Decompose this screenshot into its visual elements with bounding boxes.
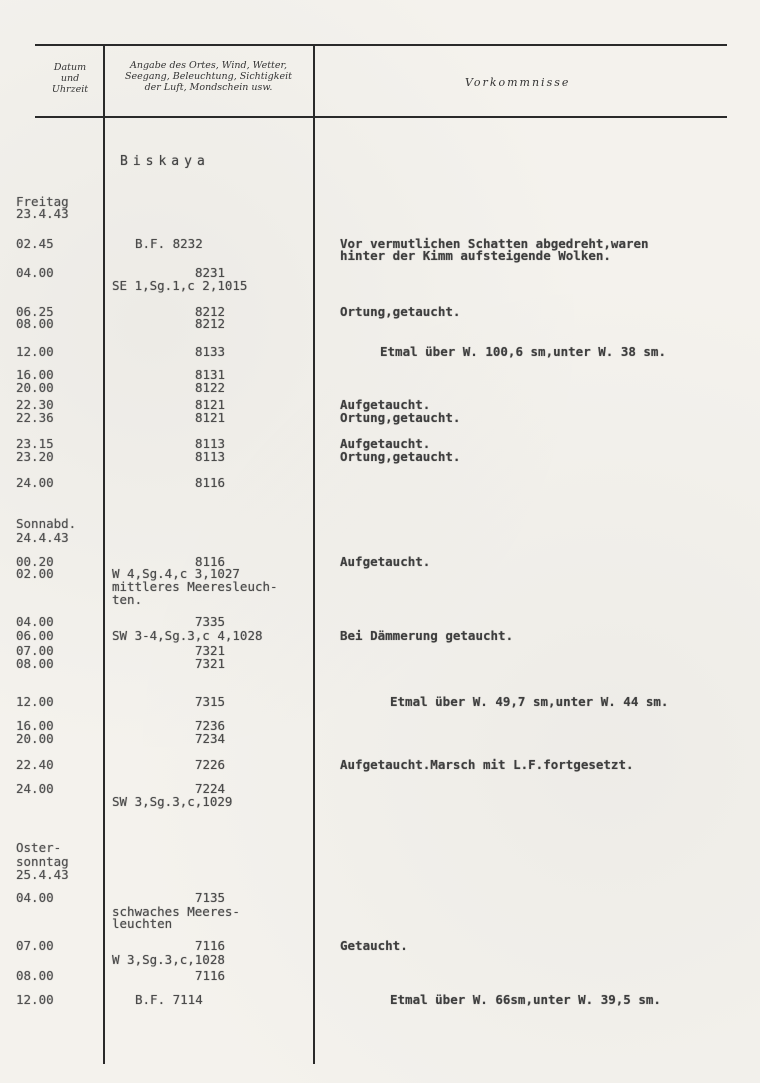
entry-event: Aufgetaucht. [340,554,431,569]
entry-position-weather: 7236 [194,718,226,733]
entry-time: 06.25 [16,304,54,319]
entry-position-weather: 7116 [194,968,226,983]
entry-position-weather: 7224 [194,781,226,796]
entry-time: 02.45 [16,236,54,251]
entry-time: 04.00 [16,890,54,905]
day-date: 23.4.43 [16,206,69,221]
entry-event: hinter der Kimm aufsteigende Wolken. [340,248,611,263]
entry-position-weather: 8121 [194,397,226,412]
entry-time: 08.00 [16,656,54,671]
entry-position-weather: 8122 [194,380,226,395]
entry-time: 22.30 [16,397,54,412]
entry-time: 04.00 [16,614,54,629]
entry-time: 23.15 [16,436,54,451]
entry-event: Bei Dämmerung getaucht. [340,628,514,643]
entry-position-weather: 7321 [194,656,226,671]
entry-time: 16.00 [16,718,54,733]
entry-time: 06.00 [16,628,54,643]
entry-event: Etmal über W. 49,7 sm,unter W. 44 sm. [390,694,669,709]
entry-position-weather: mittleres Meeresleuch- [112,579,278,594]
entry-time: 08.00 [16,316,54,331]
entry-time: 00.20 [16,554,54,569]
day-label: Oster- [16,840,62,855]
entry-time: 12.00 [16,992,54,1007]
entry-position-weather: SW 3-4,Sg.3,c 4,1028 [112,628,263,643]
header-top-rule [35,44,727,46]
entry-event: Aufgetaucht. [340,397,431,412]
entry-time: 07.00 [16,643,54,658]
day-label: Freitag [16,194,69,209]
entry-time: 24.00 [16,781,54,796]
entry-time: 12.00 [16,344,54,359]
entry-event: Etmal über W. 66sm,unter W. 39,5 sm. [390,992,661,1007]
entry-time: 22.40 [16,757,54,772]
entry-position-weather: SE 1,Sg.1,c 2,1015 [112,278,248,293]
entry-position-weather: 8121 [194,410,226,425]
day-date: 24.4.43 [16,530,69,545]
entry-time: 12.00 [16,694,54,709]
entry-position-weather: B.F. 7114 [135,992,203,1007]
entry-event: Ortung,getaucht. [340,304,461,319]
header-location-weather: Angabe des Ortes, Wind, Wetter, Seegang, Beleuchtung, Sichtigkeit der Luft, Mondschein usw. [125,60,292,93]
column-divider-1 [103,44,105,1064]
entry-event: Ortung,getaucht. [340,410,461,425]
entry-event: Etmal über W. 100,6 sm,unter W. 38 sm. [380,344,666,359]
entry-event: Aufgetaucht. [340,436,431,451]
entry-time: 22.36 [16,410,54,425]
entry-position-weather: 7335 [194,614,226,629]
entry-time: 24.00 [16,475,54,490]
entry-position-weather: 8212 [194,304,226,319]
entry-position-weather: 8212 [194,316,226,331]
entry-position-weather: W 3,Sg.3,c,1028 [112,952,225,967]
entry-position-weather: 8231 [194,265,226,280]
entry-position-weather: W 4,Sg.4,c 3,1027 [112,566,240,581]
entry-position-weather: leuchten [112,916,173,931]
entry-position-weather: 8113 [194,436,226,451]
place-name: Biskaya [120,154,210,169]
entry-time: 20.00 [16,731,54,746]
day-date: 25.4.43 [16,867,69,882]
column-divider-2 [313,44,315,1064]
entry-time: 04.00 [16,265,54,280]
entry-event: Getaucht. [340,938,408,953]
day-label: Sonnabd. [16,516,77,531]
entry-position-weather: 8116 [194,554,226,569]
entry-position-weather: ten. [112,592,143,607]
entry-time: 20.00 [16,380,54,395]
entry-position-weather: 7116 [194,938,226,953]
entry-time: 23.20 [16,449,54,464]
header-date-time: Datum und Uhrzeit [51,62,89,95]
entry-position-weather: 8113 [194,449,226,464]
entry-position-weather: 8116 [194,475,226,490]
entry-position-weather: 8131 [194,367,226,382]
entry-time: 16.00 [16,367,54,382]
entry-position-weather: schwaches Meeres- [112,904,240,919]
entry-position-weather: 7234 [194,731,226,746]
entry-position-weather: 7226 [194,757,226,772]
entry-time: 02.00 [16,566,54,581]
entry-position-weather: B.F. 8232 [135,236,203,251]
entry-position-weather: 7321 [194,643,226,658]
entry-time: 07.00 [16,938,54,953]
entry-position-weather: 7135 [194,890,226,905]
entry-position-weather: 7315 [194,694,226,709]
entry-event: Ortung,getaucht. [340,449,461,464]
entry-time: 08.00 [16,968,54,983]
entry-event: Aufgetaucht.Marsch mit L.F.fortgesetzt. [340,757,634,772]
entry-position-weather: 8133 [194,344,226,359]
day-label: sonntag [16,854,69,869]
entry-event: Vor vermutlichen Schatten abgedreht,waren [340,236,649,251]
header-bottom-rule [35,116,727,118]
header-events: Vorkommnisse [465,76,571,89]
entry-position-weather: SW 3,Sg.3,c,1029 [112,794,233,809]
